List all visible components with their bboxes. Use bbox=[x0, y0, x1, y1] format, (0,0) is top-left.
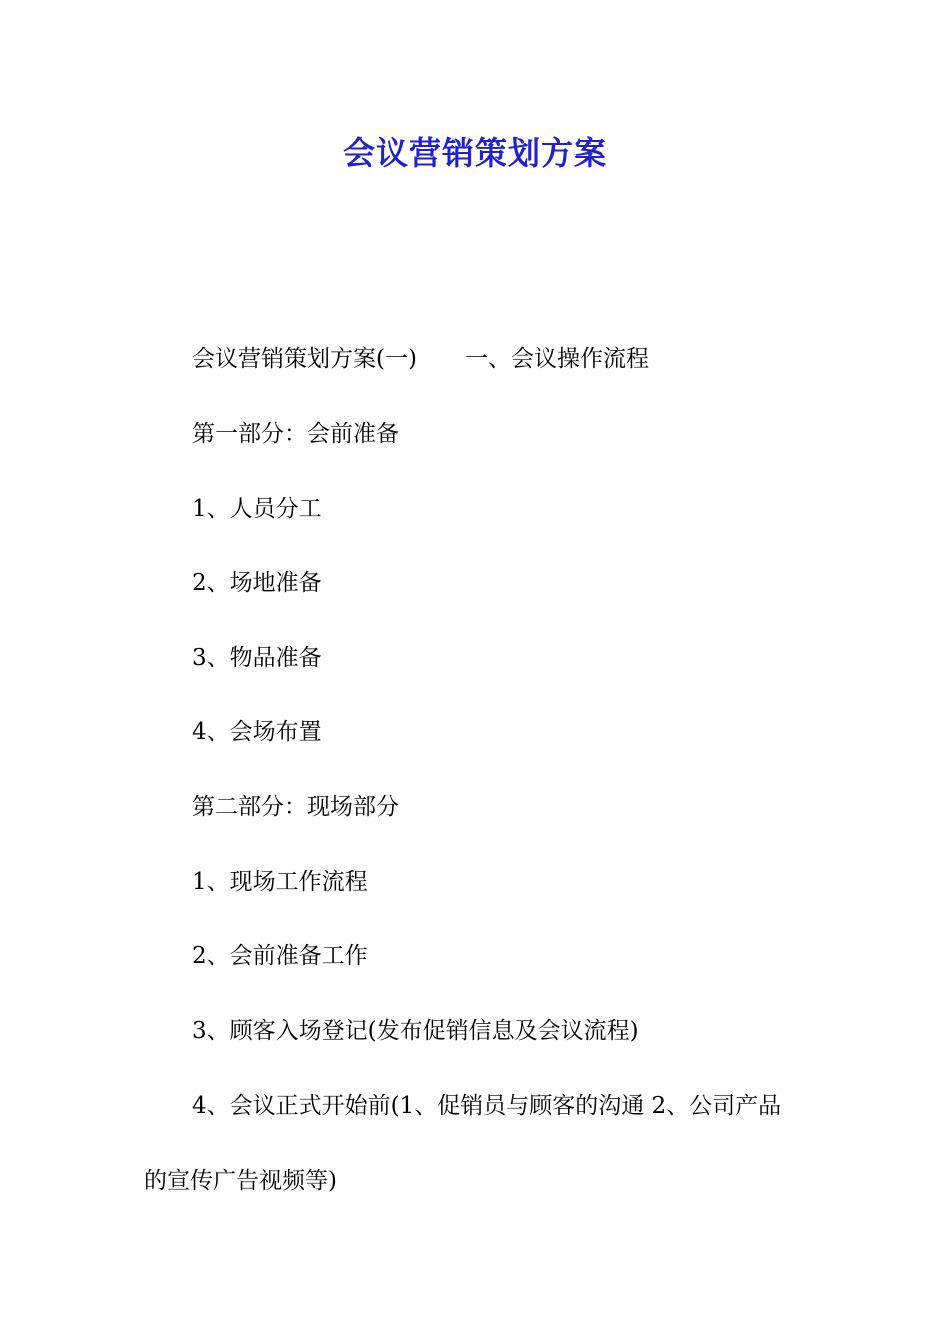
paragraph-2: 第一部分：会前准备 bbox=[192, 421, 399, 447]
paragraph-1 bbox=[192, 344, 649, 374]
paragraph-5: 3、物品准备 bbox=[192, 645, 322, 671]
paragraph-8: 1、现场工作流程 bbox=[192, 869, 368, 895]
paragraph-7: 第二部分：现场部分 bbox=[192, 794, 399, 820]
paragraph-6: 4、会场布置 bbox=[192, 719, 322, 745]
paragraph-4: 2、场地准备 bbox=[192, 570, 322, 596]
paragraph-9: 2、会前准备工作 bbox=[192, 943, 368, 969]
paragraph-1-part2: 一、会议操作流程 bbox=[464, 346, 649, 372]
paragraph-11-line2: 的宣传广告视频等) bbox=[144, 1168, 337, 1194]
paragraph-10: 3、顾客入场登记(发布促销信息及会议流程) bbox=[192, 1018, 639, 1044]
document-title: 会议营销策划方案 bbox=[342, 134, 607, 172]
paragraph-1-part1: 会议营销策划方案(一) bbox=[192, 346, 417, 372]
paragraph-11-line1: 4、会议正式开始前(1、促销员与顾客的沟通 2、公司产品 bbox=[192, 1093, 782, 1119]
paragraph-3: 1、人员分工 bbox=[192, 496, 322, 522]
